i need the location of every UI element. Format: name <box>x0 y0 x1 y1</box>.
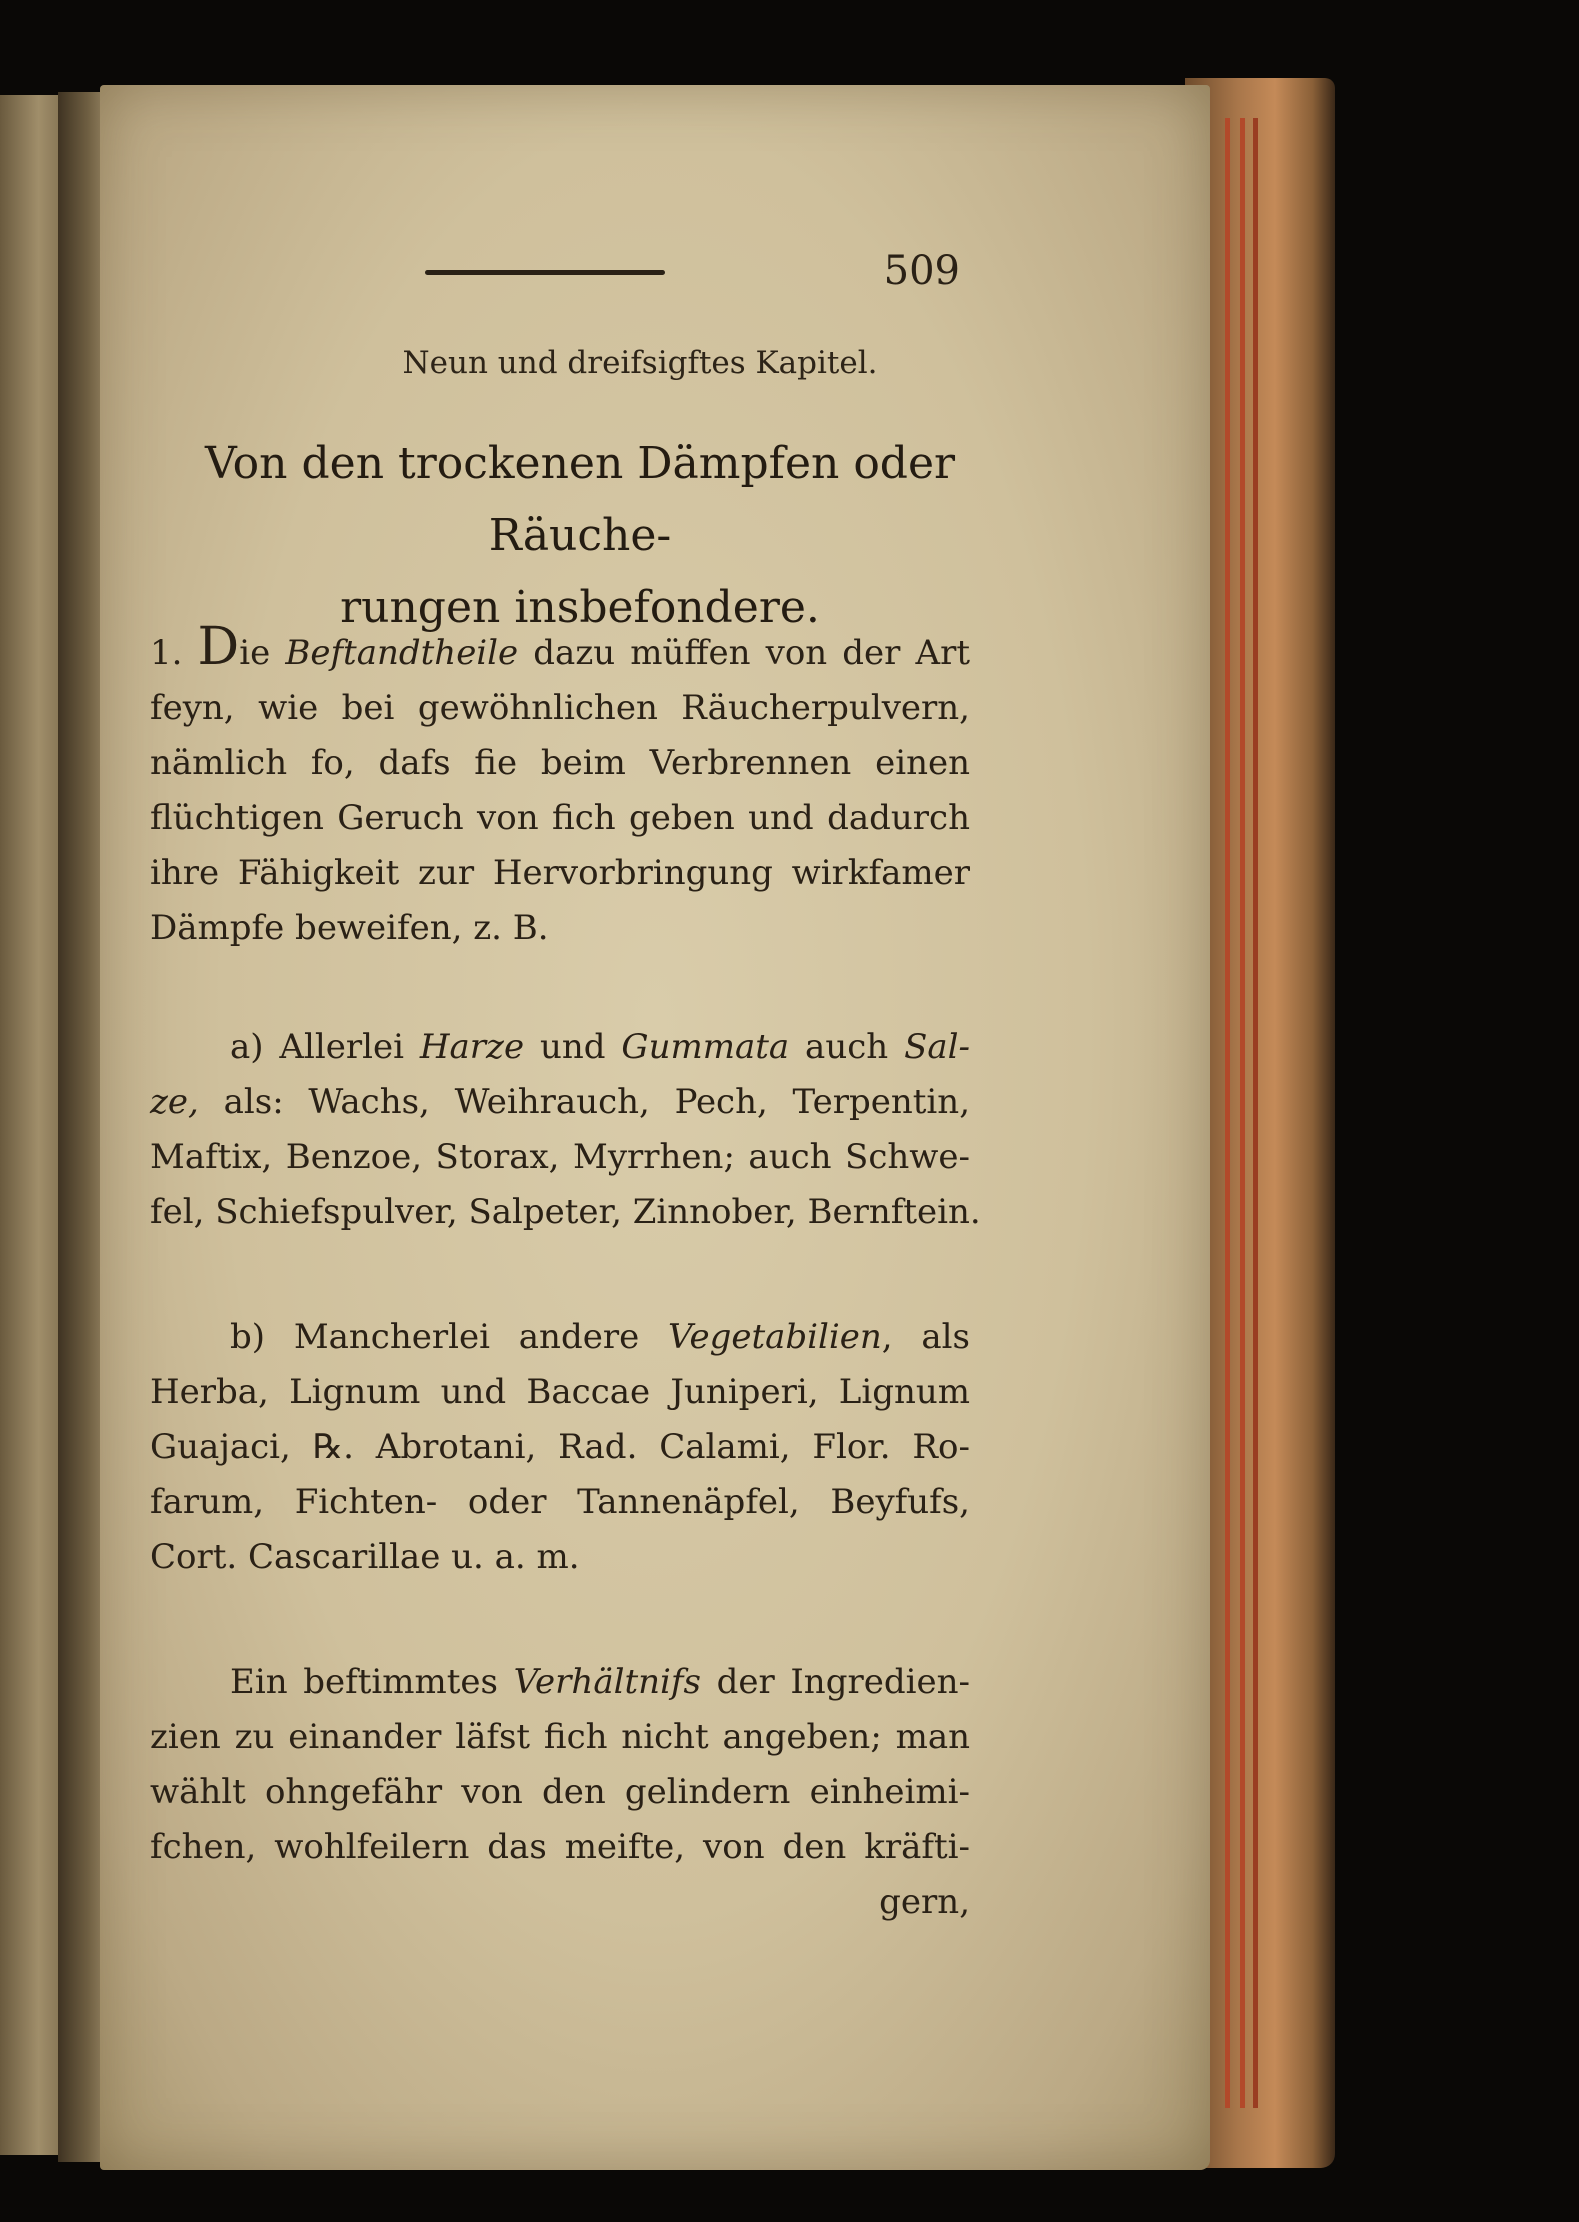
italic-term: Sal- <box>904 1027 970 1067</box>
text-run: b) Mancherlei andere <box>230 1317 669 1357</box>
italic-term: Gummata <box>621 1027 790 1067</box>
section-title <box>150 428 1010 644</box>
paragraph-b <box>150 1310 970 1585</box>
text-run: a) Allerlei <box>230 1027 420 1067</box>
text-run: ie <box>239 633 286 673</box>
paragraph-line: Guajaci, ℞. Abrotani, Rad. Calami, Flor. Ro- <box>150 1427 970 1467</box>
paragraph-number: 1. <box>150 633 183 673</box>
paragraph-line <box>150 1310 970 1365</box>
paragraph-line: ihre Fähigkeit zur Hervorbringung wirkfamer <box>150 853 970 893</box>
catchword: gern, <box>879 1882 970 1922</box>
paragraph-line: wählt ohngefähr von den gelindern einheimi- <box>150 1772 970 1812</box>
text-run: als: Wachs, Weihrauch, Pech, Terpentin, <box>198 1082 970 1122</box>
page-edge-red-2 <box>1240 118 1245 2108</box>
section-title-line-1: Von den trockenen Dämpfen oder Räuche- <box>204 438 956 561</box>
paragraph-line: feyn, wie bei gewöhnlichen Räucherpulvern, <box>150 688 970 728</box>
paragraph-line <box>150 1020 970 1075</box>
italic-term: Beftandtheile <box>285 633 519 673</box>
italic-term: Verhältnifs <box>513 1662 701 1702</box>
initial-letter: D <box>197 617 240 677</box>
text-run: dazu müffen von der Art <box>518 633 970 673</box>
italic-term: Vegetabilien <box>668 1317 882 1357</box>
header-rule <box>425 270 665 275</box>
paragraph-line: fel, Schiefspulver, Salpeter, Zinnober, Bernftein. <box>150 1192 981 1232</box>
paragraph-line <box>150 617 970 681</box>
paragraph-c <box>150 1655 970 1930</box>
page-edge-red-1 <box>1225 118 1230 2108</box>
paragraph-line: flüchtigen Geruch von fich geben und dadurch <box>150 798 970 838</box>
text-run: , als <box>881 1317 970 1357</box>
paragraph-line: fchen, wohlfeilern das meifte, von den kräfti- <box>150 1827 970 1867</box>
paragraph-line: Maftix, Benzoe, Storax, Myrrhen; auch Schwe- <box>150 1137 970 1177</box>
paragraph-a <box>150 1020 981 1240</box>
page-edge-red-3 <box>1253 118 1258 2108</box>
paragraph-line: farum, Fichten- oder Tannenäpfel, Beyfufs, <box>150 1482 970 1522</box>
text-run: der Ingredien- <box>700 1662 970 1702</box>
section-title-line-2: rungen insbefondere. <box>340 582 820 633</box>
paragraph-line: Dämpfe beweifen, z. B. <box>150 908 549 948</box>
paragraph-line <box>150 1075 970 1130</box>
chapter-heading: Neun und dreifsigftes Kapitel. <box>402 345 878 381</box>
page-number: 509 <box>883 248 960 294</box>
paragraph-line: nämlich fo, dafs fie beim Verbrennen einen <box>150 743 970 783</box>
paragraph-line: zien zu einander läfst fich nicht angeben; man <box>150 1717 970 1757</box>
paragraph-line: Herba, Lignum und Baccae Juniperi, Lignum <box>150 1372 970 1412</box>
text-run: Ein beftimmtes <box>230 1662 514 1702</box>
italic-term: ze, <box>150 1082 199 1122</box>
paragraph-line: Cort. Cascarillae u. a. m. <box>150 1537 580 1577</box>
italic-term: Harze <box>419 1027 525 1067</box>
paragraph-1 <box>150 617 970 956</box>
text-run: auch <box>789 1027 905 1067</box>
paragraph-line <box>150 1655 970 1710</box>
text-run: und <box>524 1027 622 1067</box>
